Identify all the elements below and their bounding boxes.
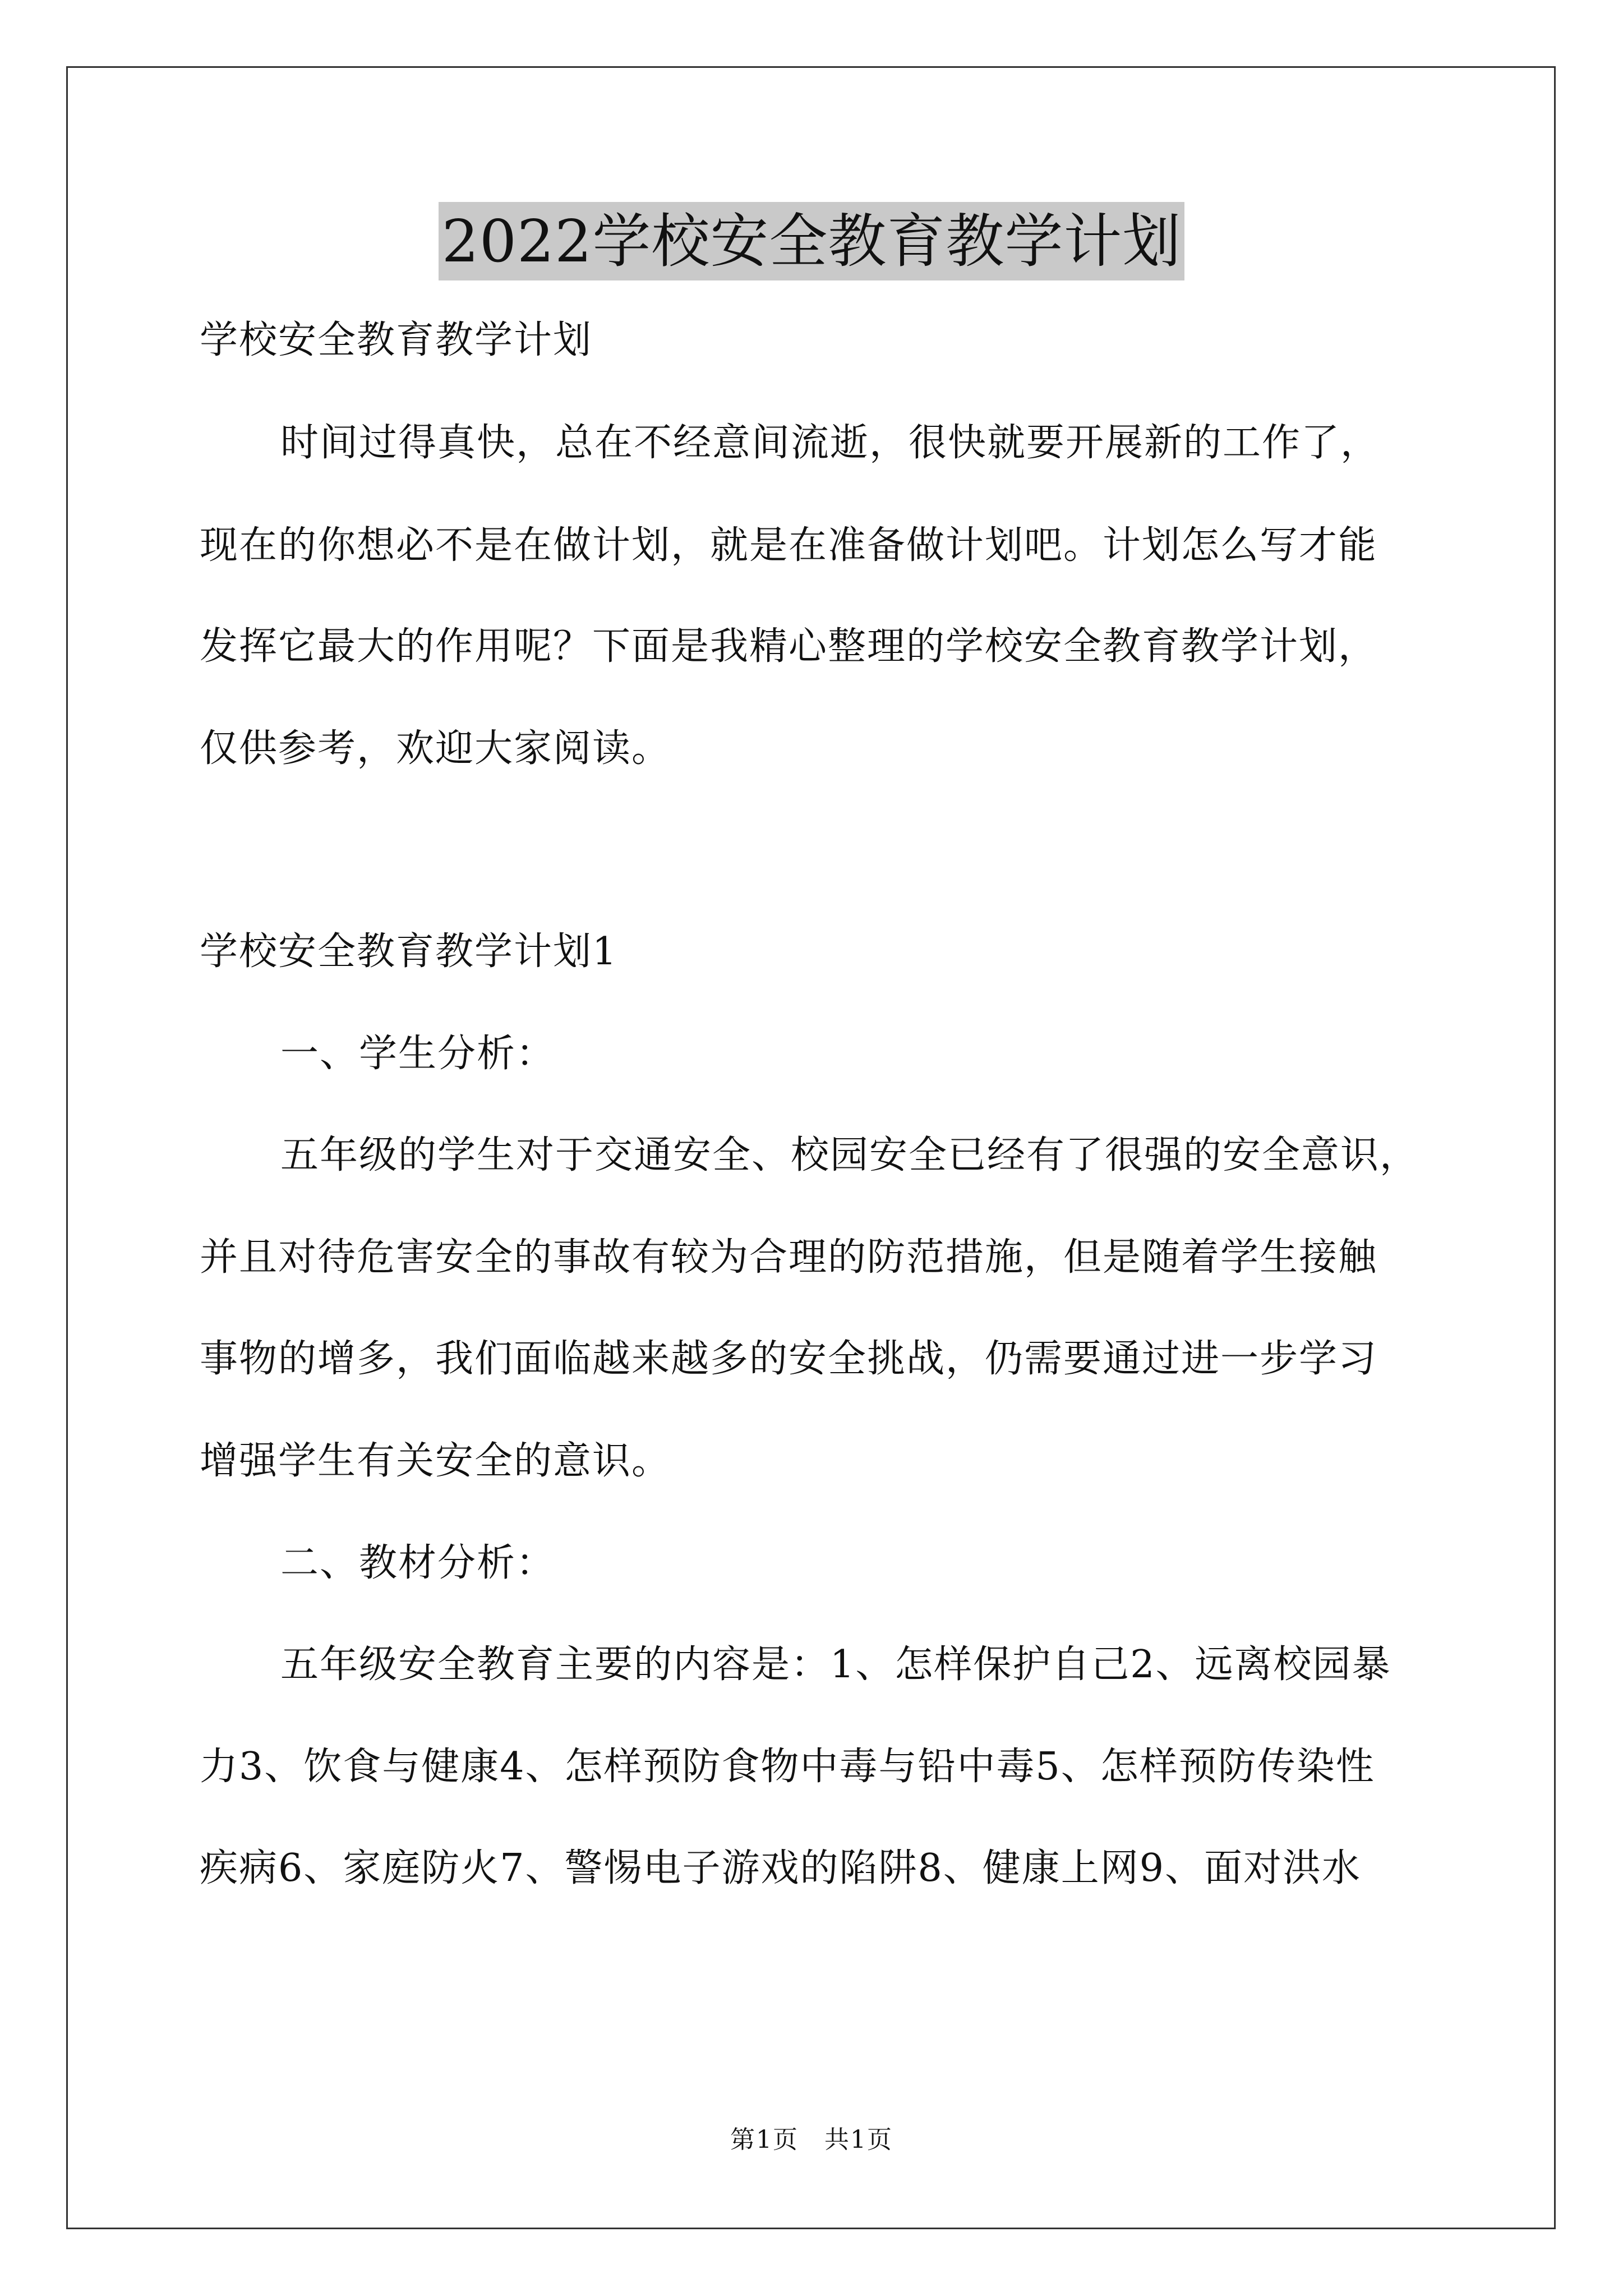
- intro-line-4: 仅供参考，欢迎大家阅读。: [200, 726, 671, 771]
- title-area: [0, 202, 1623, 280]
- part1-line-2: 并且对待危害安全的事故有较为合理的防范措施，但是随着学生接触: [200, 1235, 1378, 1280]
- part2-heading: 二、教材分析：: [280, 1541, 556, 1585]
- part1-line-4: 增强学生有关安全的意识。: [200, 1439, 671, 1483]
- intro-line-1: 时间过得真快，总在不经意间流逝，很快就要开展新的工作了，: [280, 421, 1380, 465]
- part1-line-3: 事物的增多，我们面临越来越多的安全挑战，仍需要通过进一步学习: [200, 1337, 1378, 1381]
- document-subtitle: 学校安全教育教学计划: [200, 318, 593, 362]
- part2-line-3: 疾病6、家庭防火7、警惕电子游戏的陷阱8、健康上网9、面对洪水: [200, 1846, 1362, 1890]
- document-title: 2022学校安全教育教学计划: [439, 202, 1185, 280]
- intro-line-3: 发挥它最大的作用呢？下面是我精心整理的学校安全教育教学计划，: [200, 624, 1378, 669]
- intro-line-2: 现在的你想必不是在做计划，就是在准备做计划吧。计划怎么写才能: [200, 523, 1378, 568]
- section-heading: 学校安全教育教学计划1: [200, 930, 618, 974]
- page-footer: 第1页 共1页: [730, 2125, 893, 2154]
- part2-line-1: 五年级安全教育主要的内容是：1、怎样保护自己2、远离校园暴: [280, 1642, 1391, 1687]
- part2-line-2: 力3、饮食与健康4、怎样预防食物中毒与铅中毒5、怎样预防传染性: [200, 1745, 1375, 1789]
- part1-heading: 一、学生分析：: [280, 1032, 556, 1076]
- part1-line-1: 五年级的学生对于交通安全、校园安全已经有了很强的安全意识，: [280, 1133, 1419, 1177]
